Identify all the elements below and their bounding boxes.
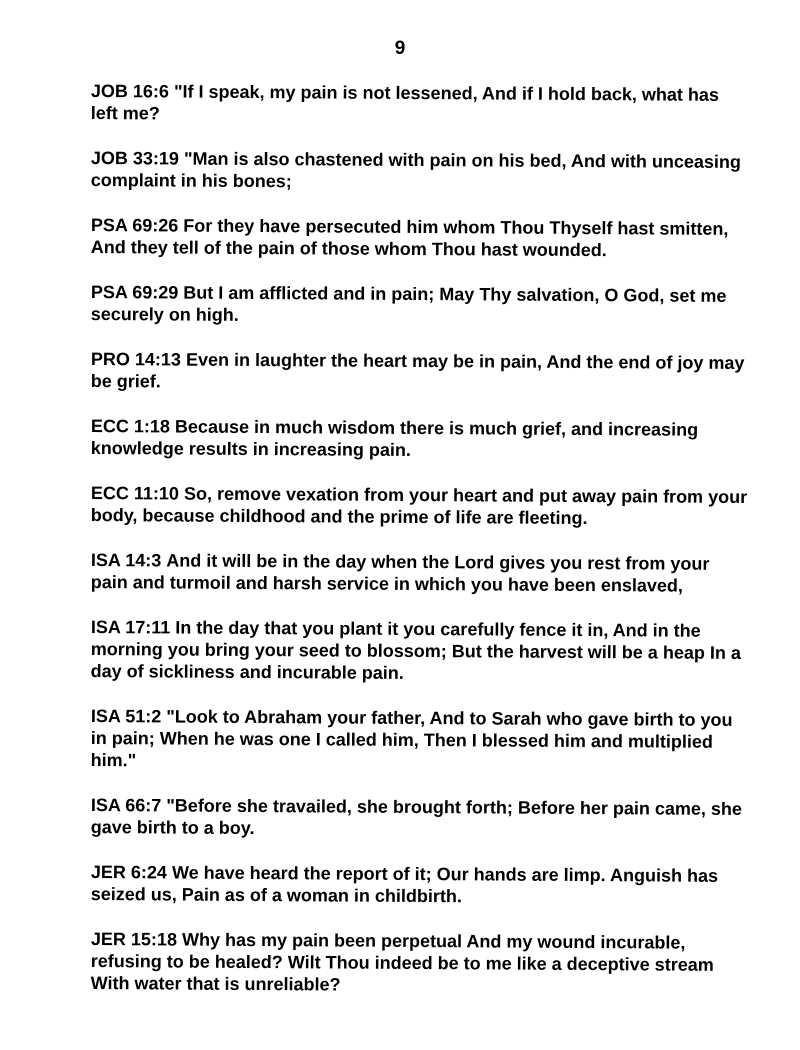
verse-entry — [91, 616, 751, 686]
verse-reference: JER 6:24 — [90, 862, 168, 883]
verse-text: For they have persecuted him whom Thou Thyself hast smitten, And they tell of the pain of those whom Thou hast wounded. — [90, 215, 729, 261]
verse-text: But I am afflicted and in pain; May Thy salvation, O God, set me securely on high. — [90, 282, 727, 325]
verse-reference: PSA 69:29 — [90, 282, 179, 303]
verse-text: Why has my pain been perpetual And my wound incurable, refusing to be healed? Wilt Thou indeed be to me like a deceptive stream With water that is unreliable? — [90, 929, 714, 995]
verse-entry — [91, 705, 751, 775]
verse-reference: PRO 14:13 — [90, 348, 182, 370]
verse-list — [91, 80, 751, 1017]
verse-entry — [91, 80, 751, 128]
verse-text: In the day that you plant it you carefully fence it in, And in the morning you bring your seed to blossom; But the harvest will be a heap In a day of sickliness and incurable pain. — [90, 617, 741, 683]
verse-entry — [91, 549, 751, 597]
verse-entry — [91, 214, 751, 262]
verse-text: "If I speak, my pain is not lessened, And if I hold back, what has left me? — [90, 81, 720, 124]
verse-reference: ECC 1:18 — [90, 415, 171, 437]
verse-reference: ISA 51:2 — [90, 706, 162, 727]
verse-text: "Look to Abraham your father, And to Sarah who gave birth to you in pain; When he was one I called him, Then I blessed him and multiplied him." — [90, 706, 733, 771]
verse-text: "Before she travailed, she brought forth; Before her pain came, she gave birth to a boy. — [90, 795, 743, 838]
verse-text: So, remove vexation from your heart and put away pain from your body, because childhood and the prime of life are fleeting. — [90, 483, 748, 529]
verse-reference: PSA 69:26 — [90, 214, 179, 236]
verse-entry — [91, 794, 751, 842]
verse-text: And it will be in the day when the Lord gives you rest from your pain and turmoil and harsh service in which you have been enslaved, — [90, 550, 710, 596]
verse-entry — [91, 348, 751, 396]
verse-reference: JER 15:18 — [90, 929, 178, 950]
verse-text: Even in laughter the heart may be in pain, And the end of joy may be grief. — [90, 349, 745, 392]
verse-entry — [91, 482, 751, 530]
verse-entry — [91, 928, 751, 998]
page-number: 9 — [394, 38, 406, 59]
verse-entry — [91, 281, 751, 329]
verse-reference: JOB 16:6 — [90, 80, 170, 102]
verse-reference: ECC 11:10 — [90, 482, 180, 504]
verse-reference: JOB 33:19 — [90, 147, 180, 169]
verse-reference: ISA 14:3 — [90, 550, 162, 571]
verse-entry — [91, 147, 751, 195]
verse-entry — [91, 415, 751, 463]
verse-entry — [91, 861, 751, 909]
verse-text: "Man is also chastened with pain on his bed, And with unceasing complaint in his bones; — [90, 148, 741, 192]
verse-reference: ISA 17:11 — [90, 617, 171, 638]
verse-reference: ISA 66:7 — [90, 795, 162, 816]
verse-text: We have heard the report of it; Our hands are limp. Anguish has seized us, Pain as of a woman in childbirth. — [90, 862, 719, 907]
verse-text: Because in much wisdom there is much grief, and increasing knowledge results in increasing pain. — [90, 416, 699, 460]
